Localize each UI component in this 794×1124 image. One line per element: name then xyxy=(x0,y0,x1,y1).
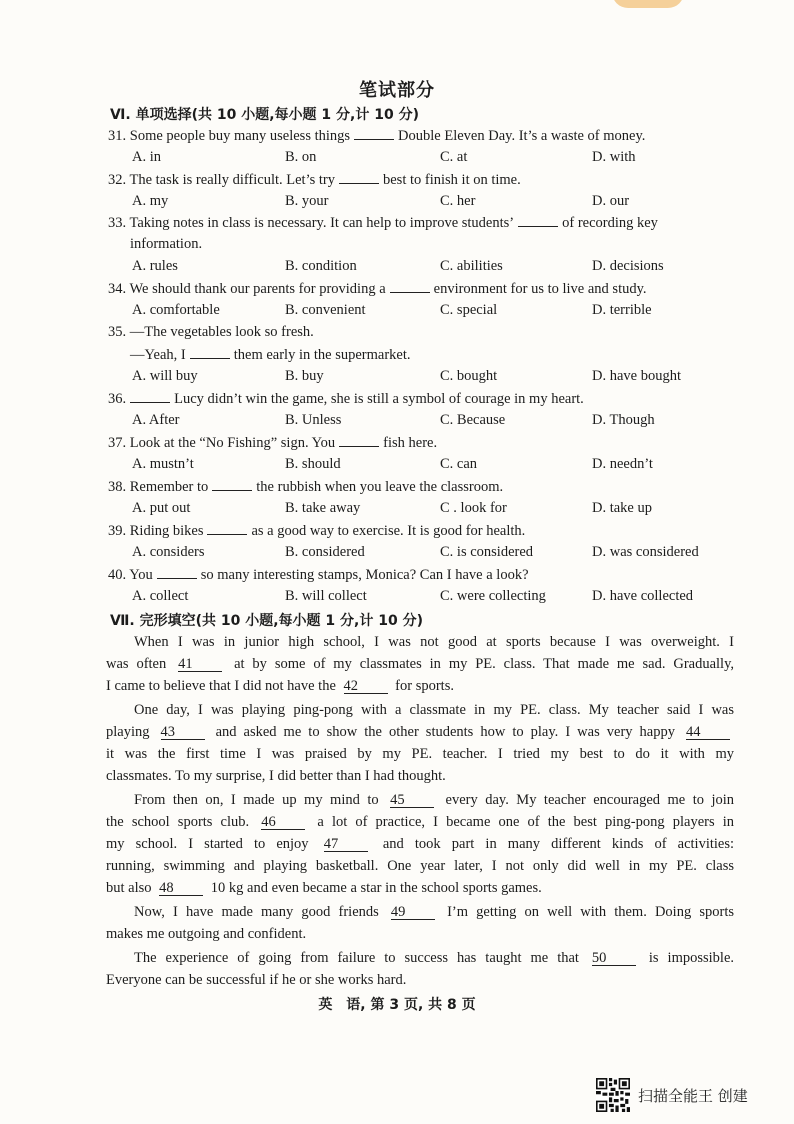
question-32-options xyxy=(132,193,732,213)
option-c: C. at xyxy=(440,149,468,165)
option-a: A. my xyxy=(132,193,169,209)
answer-blank xyxy=(518,214,558,227)
option-a: A. considers xyxy=(132,544,205,560)
option-a: A. put out xyxy=(132,500,191,516)
option-d: D. with xyxy=(592,149,636,165)
question-32: 32. The task is really difficult. Let’s try best to finish it on time. xyxy=(108,172,521,188)
question-34-options xyxy=(132,302,732,322)
scanner-watermark xyxy=(596,1078,748,1112)
blank-47: 47 xyxy=(324,837,368,852)
page-footer: 英 语, 第 3 页, 共 8 页 xyxy=(318,997,476,1013)
passage-line: my school. I started to enjoy 47 and took part in many different kinds of activities: xyxy=(106,836,735,852)
answer-blank xyxy=(130,390,170,403)
answer-blank xyxy=(390,280,430,293)
page-title: 笔试部分 xyxy=(359,80,435,101)
blank-41: 41 xyxy=(178,657,222,672)
blank-48: 48 xyxy=(159,881,203,896)
option-d: D. Though xyxy=(592,412,655,428)
option-b: B. convenient xyxy=(285,302,366,318)
question-35-reply: —Yeah, I them early in the supermarket. xyxy=(130,347,411,363)
question-33-options xyxy=(132,258,732,278)
question-33: 33. Taking notes in class is necessary. It can help to improve students’ of recording key xyxy=(108,215,658,231)
option-b: B. will collect xyxy=(285,588,367,604)
question-35: 35. —The vegetables look so fresh. xyxy=(108,324,314,340)
section-6-heading: Ⅵ. 单项选择(共 10 小题,每小题 1 分,计 10 分) xyxy=(110,107,419,123)
question-39: 39. Riding bikes as a good way to exercise. It is good for health. xyxy=(108,523,526,539)
passage-line: playing 43 and asked me to show the other students how to play. I was very happy 44 xyxy=(106,724,734,741)
passage-line: running, swimming and playing basketball. One year later, I not only did well in my PE. class xyxy=(106,858,734,874)
option-d: D. was considered xyxy=(592,544,699,560)
blank-42: 42 xyxy=(344,679,388,694)
option-a: A. collect xyxy=(132,588,189,604)
answer-blank xyxy=(190,346,230,359)
option-c: C. bought xyxy=(440,368,498,384)
question-40: 40. You so many interesting stamps, Monica? Can I have a look? xyxy=(108,567,529,583)
scanner-watermark-text: 扫描全能王 创建 xyxy=(638,1086,748,1105)
question-33-continued: information. xyxy=(130,236,203,252)
answer-blank xyxy=(354,127,394,140)
option-d: D. decisions xyxy=(592,258,664,274)
question-39-options xyxy=(132,544,732,564)
answer-blank xyxy=(157,566,197,579)
question-37: 37. Look at the “No Fishing” sign. You fish here. xyxy=(108,435,438,451)
option-b: B. buy xyxy=(285,368,324,384)
passage-line: Now, I have made many good friends 49 I’m getting on well with them. Doing sports xyxy=(134,904,734,920)
option-a: A. in xyxy=(132,149,161,165)
passage-line: The experience of going from failure to success has taught me that 50 is impossible. xyxy=(134,950,735,966)
passage-line: makes me outgoing and confident. xyxy=(106,926,307,942)
blank-45: 45 xyxy=(390,793,434,808)
section-7-heading: Ⅶ. 完形填空(共 10 小题,每小题 1 分,计 10 分) xyxy=(110,613,423,629)
passage-line: was often 41 at by some of my classmates in my PE. class. That made me sad. Gradually, xyxy=(106,656,735,672)
option-d: D. our xyxy=(592,193,630,209)
option-c: C. were collecting xyxy=(440,588,546,604)
question-36-options xyxy=(132,412,732,432)
passage-line: From then on, I made up my mind to 45 every day. My teacher encouraged me to join xyxy=(134,792,735,808)
passage-line: classmates. To my surprise, I did better than I had thought. xyxy=(106,768,446,784)
option-c: C. her xyxy=(440,193,476,209)
option-b: B. condition xyxy=(285,258,357,274)
question-37-options xyxy=(132,456,732,476)
question-38: 38. Remember to the rubbish when you leave the classroom. xyxy=(108,479,504,495)
option-a: A. will buy xyxy=(132,368,198,384)
passage-line: it was the first time I was praised by my PE. teacher. I tried my best to do it with my xyxy=(106,746,734,762)
question-34: 34. We should thank our parents for providing a environment for us to live and study. xyxy=(108,281,647,297)
option-c: C . look for xyxy=(440,500,507,516)
passage-line: One day, I was playing ping-pong with a classmate in my PE. class. My teacher said I was xyxy=(134,702,734,718)
blank-50: 50 xyxy=(592,951,636,966)
passage-line: I came to believe that I did not have the 42 for sports. xyxy=(106,678,454,694)
option-c: C. abilities xyxy=(440,258,503,274)
passage-line: When I was in junior high school, I was not good at sports because I was overweight. I xyxy=(134,634,734,650)
answer-blank xyxy=(339,434,379,447)
question-40-options xyxy=(132,588,732,608)
question-36: 36. Lucy didn’t win the game, she is still a symbol of courage in my heart. xyxy=(108,391,584,407)
question-31-options xyxy=(132,149,732,169)
option-c: C. special xyxy=(440,302,498,318)
option-a: A. rules xyxy=(132,258,178,274)
option-c: C. can xyxy=(440,456,478,472)
blank-44: 44 xyxy=(686,725,730,740)
question-35-options xyxy=(132,368,732,388)
option-b: B. take away xyxy=(285,500,361,516)
option-b: B. your xyxy=(285,193,329,209)
option-c: C. is considered xyxy=(440,544,534,560)
option-d: D. take up xyxy=(592,500,652,516)
answer-blank xyxy=(207,522,247,535)
option-d: D. have collected xyxy=(592,588,694,604)
option-b: B. considered xyxy=(285,544,365,560)
question-31: 31. Some people buy many useless things Double Eleven Day. It’s a waste of money. xyxy=(108,128,646,144)
blank-49: 49 xyxy=(391,905,435,920)
option-d: D. have bought xyxy=(592,368,681,384)
question-38-options xyxy=(132,500,732,520)
blank-43: 43 xyxy=(161,725,205,740)
option-d: D. needn’t xyxy=(592,456,653,472)
option-c: C. Because xyxy=(440,412,506,428)
option-d: D. terrible xyxy=(592,302,652,318)
option-b: B. Unless xyxy=(285,412,342,428)
passage-line: Everyone can be successful if he or she works hard. xyxy=(106,972,407,988)
option-a: A. mustn’t xyxy=(132,456,194,472)
answer-blank xyxy=(212,478,252,491)
option-a: A. After xyxy=(132,412,180,428)
option-a: A. comfortable xyxy=(132,302,220,318)
passage-line: but also 48 10 kg and even became a star in the school sports games. xyxy=(106,880,542,896)
answer-blank xyxy=(339,171,379,184)
option-b: B. should xyxy=(285,456,341,472)
blank-46: 46 xyxy=(261,815,305,830)
option-b: B. on xyxy=(285,149,317,165)
passage-line: the school sports club. 46 a lot of practice, I became one of the best ping-pong players in xyxy=(106,814,735,830)
qr-code-icon xyxy=(596,1078,630,1112)
